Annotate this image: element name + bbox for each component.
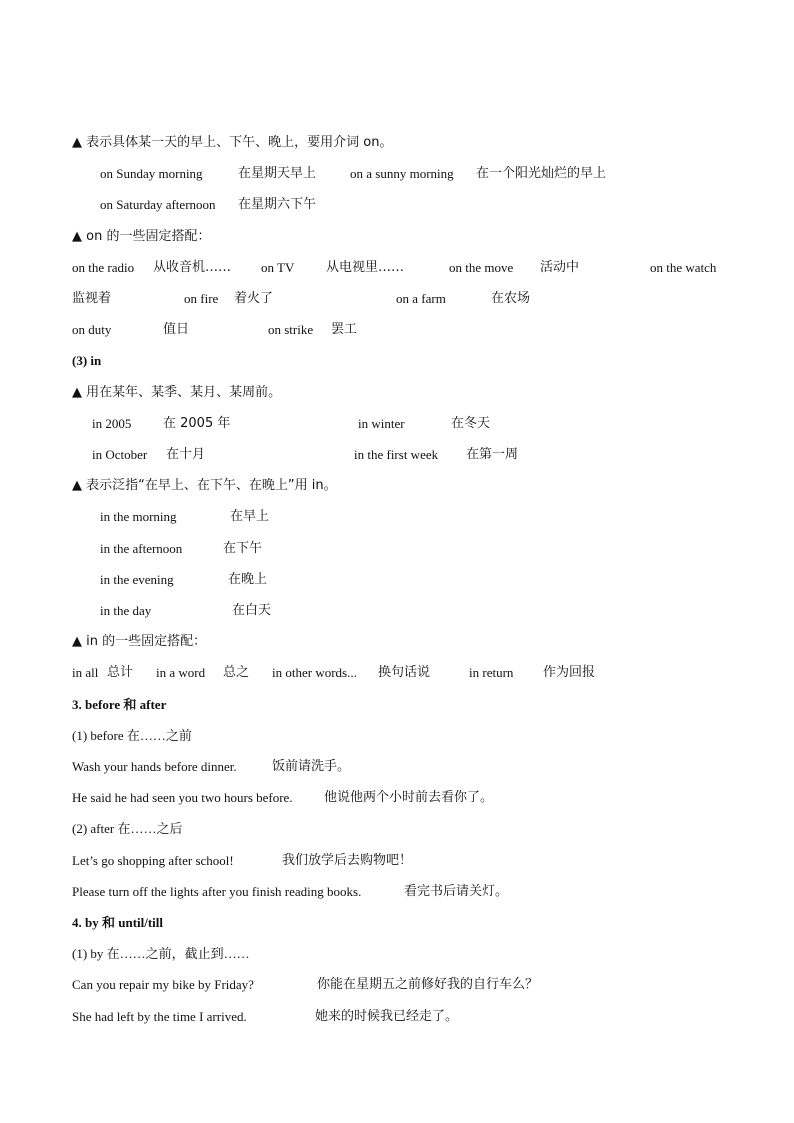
on-fixed-en: on duty (72, 322, 112, 337)
on-example-zh: 在一个阳光灿烂的早上 (476, 166, 607, 181)
by-example-zh: 你能在星期五之前修好我的自行车么？ (317, 977, 539, 992)
after-example-zh: 我们放学后去购物吧！ (282, 853, 413, 868)
in-fixed-zh: 作为回报 (543, 665, 596, 680)
on-fixed-zh: 在农场 (491, 291, 531, 306)
after-def: (2) after 在……之后 (72, 821, 183, 836)
in-fixed-line (0, 663, 794, 683)
by-until-heading: 4. by 和 until/till (72, 915, 164, 930)
before-def: (1) before 在……之前 (72, 728, 192, 743)
by-example-en: She had left by the time I arrived. (72, 1009, 247, 1024)
on-fixed-zh: 值日 (163, 322, 190, 337)
after-example-en: Let’s go shopping after school! (72, 853, 234, 868)
before-example-en: He said he had seen you two hours before. (72, 790, 293, 805)
in-example-zh: 在第一周 (466, 447, 519, 462)
note-specific-day-line (0, 133, 794, 153)
in-example-zh: 在 2005 年 (163, 416, 231, 431)
on-fixed-line-1 (0, 258, 794, 278)
after-example-line-1 (0, 851, 794, 871)
in-general-line-4 (0, 601, 794, 621)
before-example-en: Wash your hands before dinner. (72, 759, 237, 774)
before-example-zh: 他说他两个小时前去看你了。 (324, 790, 494, 805)
in-note-year-season: ▲ 用在某年、某季、某月、某周前。 (72, 385, 282, 400)
on-fixed-zh: 活动中 (540, 260, 580, 275)
in-general-en: in the morning (100, 509, 177, 524)
on-fixed-en: on fire (184, 291, 219, 306)
by-example-line-2 (0, 1007, 794, 1027)
on-example-en: on a sunny morning (350, 166, 454, 181)
on-fixed-en: on the move (449, 260, 514, 275)
on-example-zh: 在星期六下午 (238, 197, 317, 212)
on-fixed-line-3 (0, 320, 794, 340)
in-example-en: in October (92, 447, 148, 462)
on-fixed-en: on the watch (650, 260, 717, 275)
in-general-line-2 (0, 539, 794, 559)
in-example-zh: 在冬天 (451, 416, 491, 431)
in-general-zh: 在早上 (230, 509, 270, 524)
in-fixed-zh: 换句话说 (378, 665, 431, 680)
before-example-zh: 饭前请洗手。 (272, 759, 351, 774)
on-example-en: on Saturday afternoon (100, 197, 216, 212)
in-fixed-heading: ▲ in 的一些固定搭配： (72, 634, 207, 649)
before-example-line-2 (0, 788, 794, 808)
in-fixed-heading-line (0, 632, 794, 652)
in-heading: (3) in (72, 353, 102, 368)
on-fixed-zh: 罢工 (331, 322, 358, 337)
in-note-line (0, 383, 794, 403)
on-fixed-zh: 从收音机…… (153, 260, 232, 275)
in-note-general: ▲ 表示泛指“在早上、在下午、在晚上”用 in。 (72, 478, 337, 493)
in-general-en: in the afternoon (100, 541, 183, 556)
by-until-heading-line (0, 913, 794, 933)
in-general-line-3 (0, 570, 794, 590)
by-def-line (0, 944, 794, 964)
in-general-zh: 在白天 (232, 603, 272, 618)
in-example-en: in 2005 (92, 416, 132, 431)
in-general-zh: 在晚上 (228, 572, 268, 587)
in-fixed-zh: 总计 (107, 665, 134, 680)
in-example-line-1 (0, 414, 794, 434)
by-def: (1) by 在……之前，截止到…… (72, 946, 250, 961)
on-fixed-heading: ▲ on 的一些固定搭配： (72, 229, 211, 244)
on-fixed-line-2 (0, 289, 794, 309)
note-specific-day: ▲ 表示具体某一天的早上、下午、晚上，要用介词 on。 (72, 135, 393, 150)
on-fixed-zh: 着火了 (234, 291, 274, 306)
on-fixed-en: on the radio (72, 260, 135, 275)
on-example-line-2 (0, 195, 794, 215)
in-general-line-1 (0, 507, 794, 527)
in-example-en: in the first week (354, 447, 439, 462)
in-example-zh: 在十月 (166, 447, 206, 462)
on-example-line-1 (0, 164, 794, 184)
on-fixed-zh: 从电视里…… (326, 260, 405, 275)
on-fixed-heading-line (0, 227, 794, 247)
after-example-zh: 看完书后请关灯。 (404, 884, 509, 899)
in-fixed-en: in a word (156, 665, 206, 680)
in-general-zh: 在下午 (223, 541, 263, 556)
in-general-en: in the day (100, 603, 152, 618)
in-fixed-zh: 总之 (223, 665, 250, 680)
before-after-heading: 3. before 和 after (72, 697, 167, 712)
by-example-en: Can you repair my bike by Friday? (72, 977, 254, 992)
in-example-en: in winter (358, 416, 405, 431)
after-example-en: Please turn off the lights after you finish reading books. (72, 884, 362, 899)
by-example-line-1 (0, 975, 794, 995)
on-fixed-en: on strike (268, 322, 314, 337)
by-example-zh: 她来的时候我已经走了。 (315, 1009, 459, 1024)
in-general-note-line (0, 476, 794, 496)
in-fixed-en: in other words... (272, 665, 357, 680)
before-example-line-1 (0, 757, 794, 777)
in-example-line-2 (0, 445, 794, 465)
before-after-heading-line (0, 695, 794, 715)
in-fixed-en: in all (72, 665, 99, 680)
before-def-line (0, 726, 794, 746)
in-heading-line (0, 351, 794, 371)
on-example-zh: 在星期天早上 (238, 166, 317, 181)
in-general-en: in the evening (100, 572, 174, 587)
after-example-line-2 (0, 882, 794, 902)
after-def-line (0, 819, 794, 839)
in-fixed-en: in return (469, 665, 514, 680)
on-example-en: on Sunday morning (100, 166, 203, 181)
on-fixed-zh: 监视着 (72, 291, 112, 306)
on-fixed-en: on a farm (396, 291, 446, 306)
on-fixed-en: on TV (261, 260, 295, 275)
